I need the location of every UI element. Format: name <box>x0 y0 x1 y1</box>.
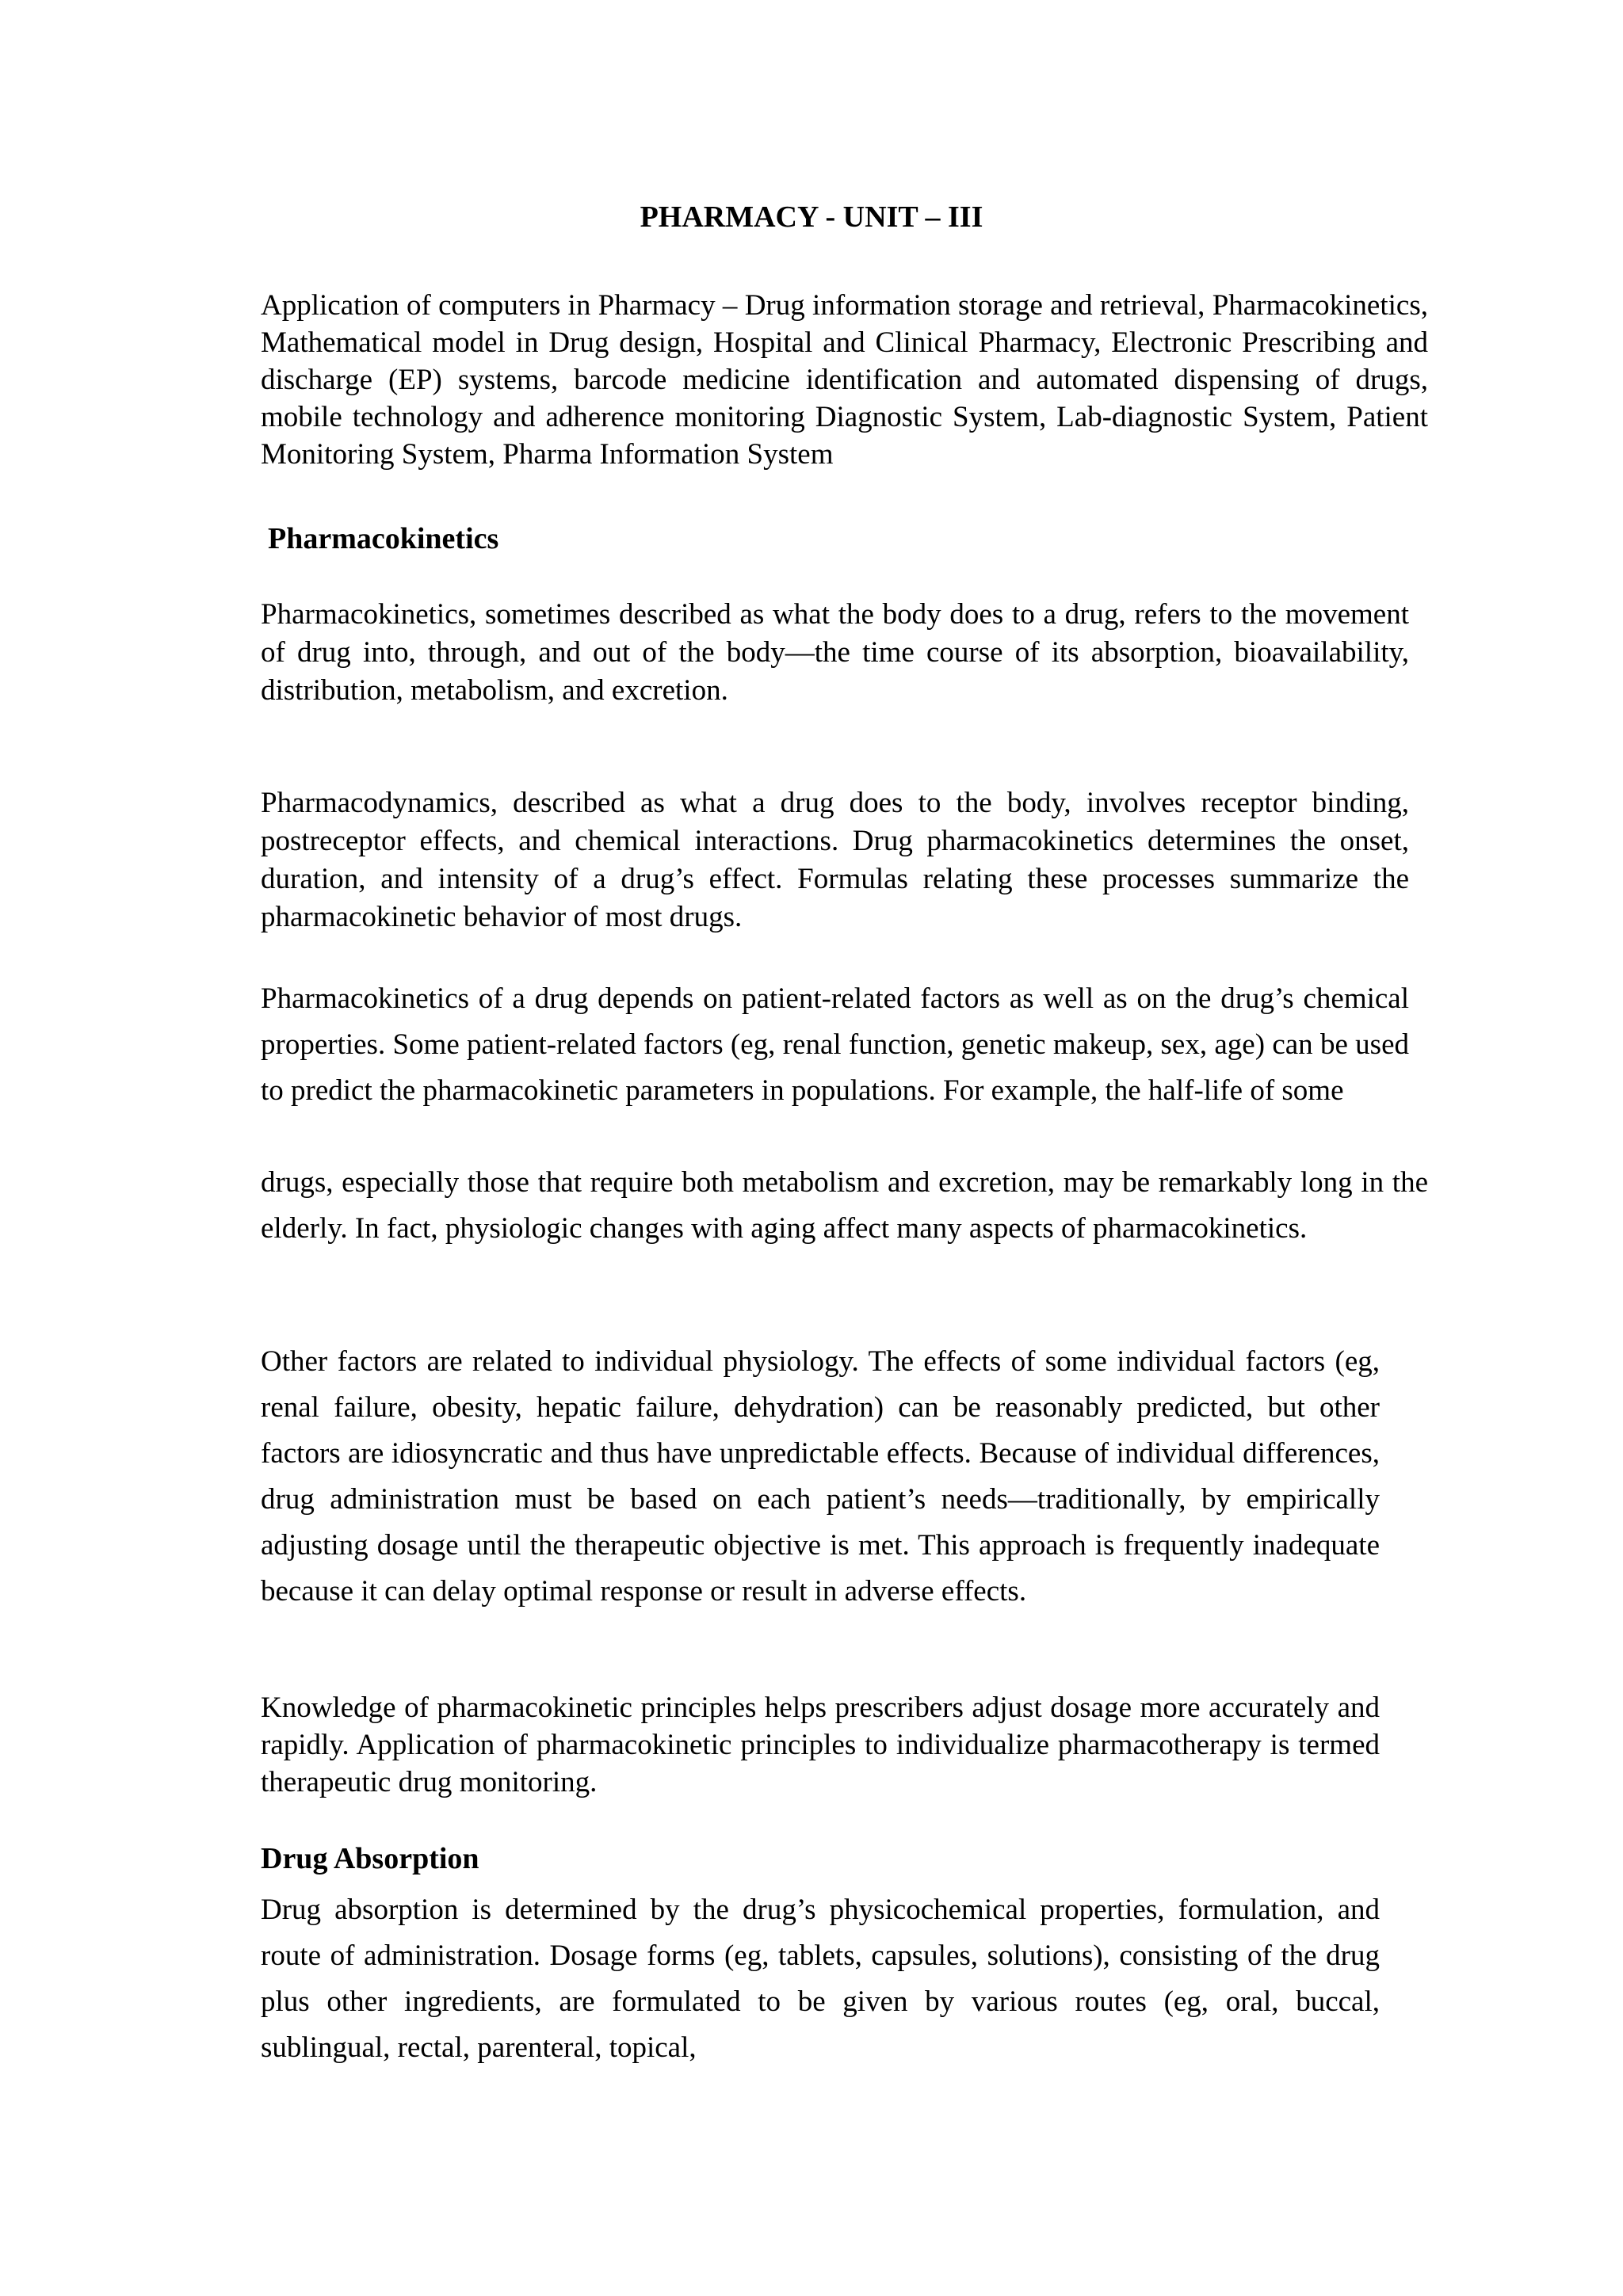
pharmacokinetics-paragraph-2: Pharmacodynamics, described as what a drug does to the body, involves receptor binding, postreceptor effects, and chemical interactions. Drug pharmacokinetics determines the onset, duration, and intensity of a drug’s effect. Formulas relating these processes summarize the pharmacokinetic behavior of most drugs. <box>261 787 1409 933</box>
page-title: PHARMACY - UNIT – III <box>640 200 983 234</box>
section-heading-drug-absorption: Drug Absorption <box>261 1842 479 1875</box>
pharmacokinetics-paragraph-3a: Pharmacokinetics of a drug depends on patient-related factors as well as on the drug’s chemical properties. Some patient-related factors (eg, renal function, genetic makeup, sex, age) can be used to predict the pharmacokinetic parameters in populations. For example, the half-life of some <box>261 982 1409 1107</box>
drug-absorption-paragraph-1: Drug absorption is determined by the drug’s physicochemical properties, formulation, and route of administration. Dosage forms (eg, tablets, capsules, solutions), consisting of the drug plus other ingredients, are formulated to be given by various routes (eg, oral, buccal, sublingual, rectal, parenteral, topical, <box>261 1894 1380 2064</box>
pharmacokinetics-paragraph-4: Other factors are related to individual physiology. The effects of some individual factors (eg, renal failure, obesity, hepatic failure, dehydration) can be reasonably predicted, but other factors are idiosyncratic and thus have unpredictable effects. Because of individual differences, drug administration must be based on each patient’s needs—traditionally, by empirically adjusting dosage until the therapeutic objective is met. This approach is frequently inadequate because it can delay optimal response or result in adverse effects. <box>261 1345 1380 1608</box>
pharmacokinetics-paragraph-5: Knowledge of pharmacokinetic principles helps prescribers adjust dosage more accurately and rapidly. Application of pharmacokinetic principles to individualize pharmacotherapy is termed therapeutic drug monitoring. <box>261 1691 1380 1798</box>
pharmacokinetics-paragraph-3b: drugs, especially those that require both metabolism and excretion, may be remarkably long in the elderly. In fact, physiologic changes with aging affect many aspects of pharmacokinetics. <box>261 1166 1428 1245</box>
intro-paragraph: Application of computers in Pharmacy – Drug information storage and retrieval, Pharmacokinetics, Mathematical model in Drug design, Hospital and Clinical Pharmacy, Electronic Prescribing and discharge (EP) systems, barcode medicine identification and automated dispensing of drugs, mobile technology and adherence monitoring Diagnostic System, Lab-diagnostic System, Patient Monitoring System, Pharma Information System <box>261 289 1428 471</box>
pharmacokinetics-paragraph-1: Pharmacokinetics, sometimes described as what the body does to a drug, refers to the movement of drug into, through, and out of the body—the time course of its absorption, bioavailability, distribution, metabolism, and excretion. <box>261 598 1409 707</box>
section-heading-pharmacokinetics: Pharmacokinetics <box>268 522 499 555</box>
